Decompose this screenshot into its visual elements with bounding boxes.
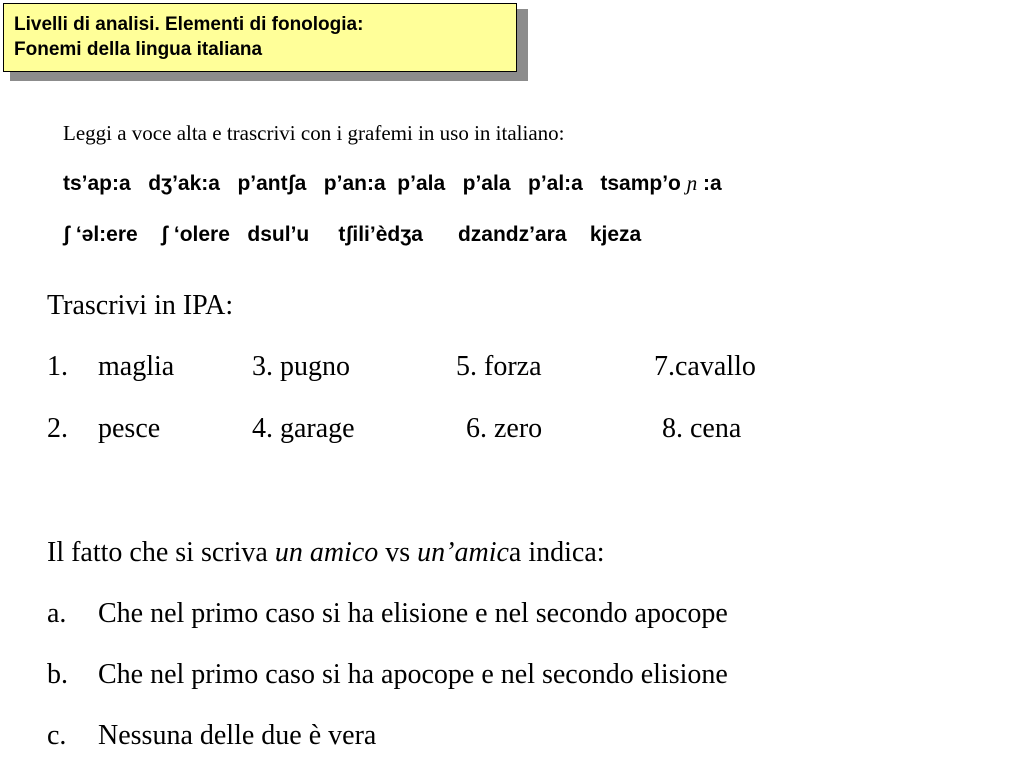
word-zero: 6. zero	[466, 413, 543, 444]
title-line-2: Fonemi della lingua italiana	[14, 39, 263, 60]
question-mid: vs	[378, 537, 418, 568]
row-2-number: 2.	[47, 413, 68, 444]
word-pugno: 3. pugno	[252, 351, 350, 382]
word-garage: 4. garage	[252, 413, 355, 444]
question-post: a indica:	[508, 537, 605, 568]
ipa-line-1-main: ts’ap:a dʒ’ak:a p’antʃa p’an:a p’ala p’ala p’al:a tsamp’o	[63, 172, 687, 195]
option-a-letter: a.	[47, 598, 67, 629]
word-pesce: pesce	[98, 413, 161, 444]
option-b-letter: b.	[47, 659, 68, 690]
instruction-text: Leggi a voce alta e trascrivi con i grafemi in uso in italiano:	[63, 121, 565, 145]
slide-title	[3, 3, 517, 72]
word-cavallo: 7.cavallo	[654, 351, 756, 382]
ipa-line-1-end: :a	[697, 172, 722, 195]
ipa-heading: Trascrivi in IPA:	[47, 290, 234, 321]
word-forza: 5. forza	[456, 351, 542, 382]
option-b-text: Che nel primo caso si ha apocope e nel secondo elisione	[98, 659, 728, 690]
ipa-line-2: ʃ ‘əl:ere ʃ ‘olere dsul’u tʃili’èdʒa dzandz’ara kjeza	[63, 223, 642, 246]
question-italic-1: un amico	[274, 537, 379, 568]
option-c-letter: c.	[47, 720, 67, 751]
question-pre: Il fatto che si scriva	[47, 537, 275, 568]
ipa-line-1-italic: ɲ	[686, 171, 698, 195]
row-1-number: 1.	[47, 351, 68, 382]
option-c-text: Nessuna delle due è vera	[98, 720, 377, 751]
option-a-text: Che nel primo caso si ha elisione e nel secondo apocope	[98, 598, 728, 629]
question-italic-2: un’amic	[417, 537, 509, 568]
question-text	[47, 537, 605, 569]
ipa-line-1	[63, 171, 722, 196]
word-maglia: maglia	[98, 351, 175, 382]
title-line-1: Livelli di analisi. Elementi di fonologia:	[14, 14, 364, 35]
word-cena: 8. cena	[662, 413, 742, 444]
